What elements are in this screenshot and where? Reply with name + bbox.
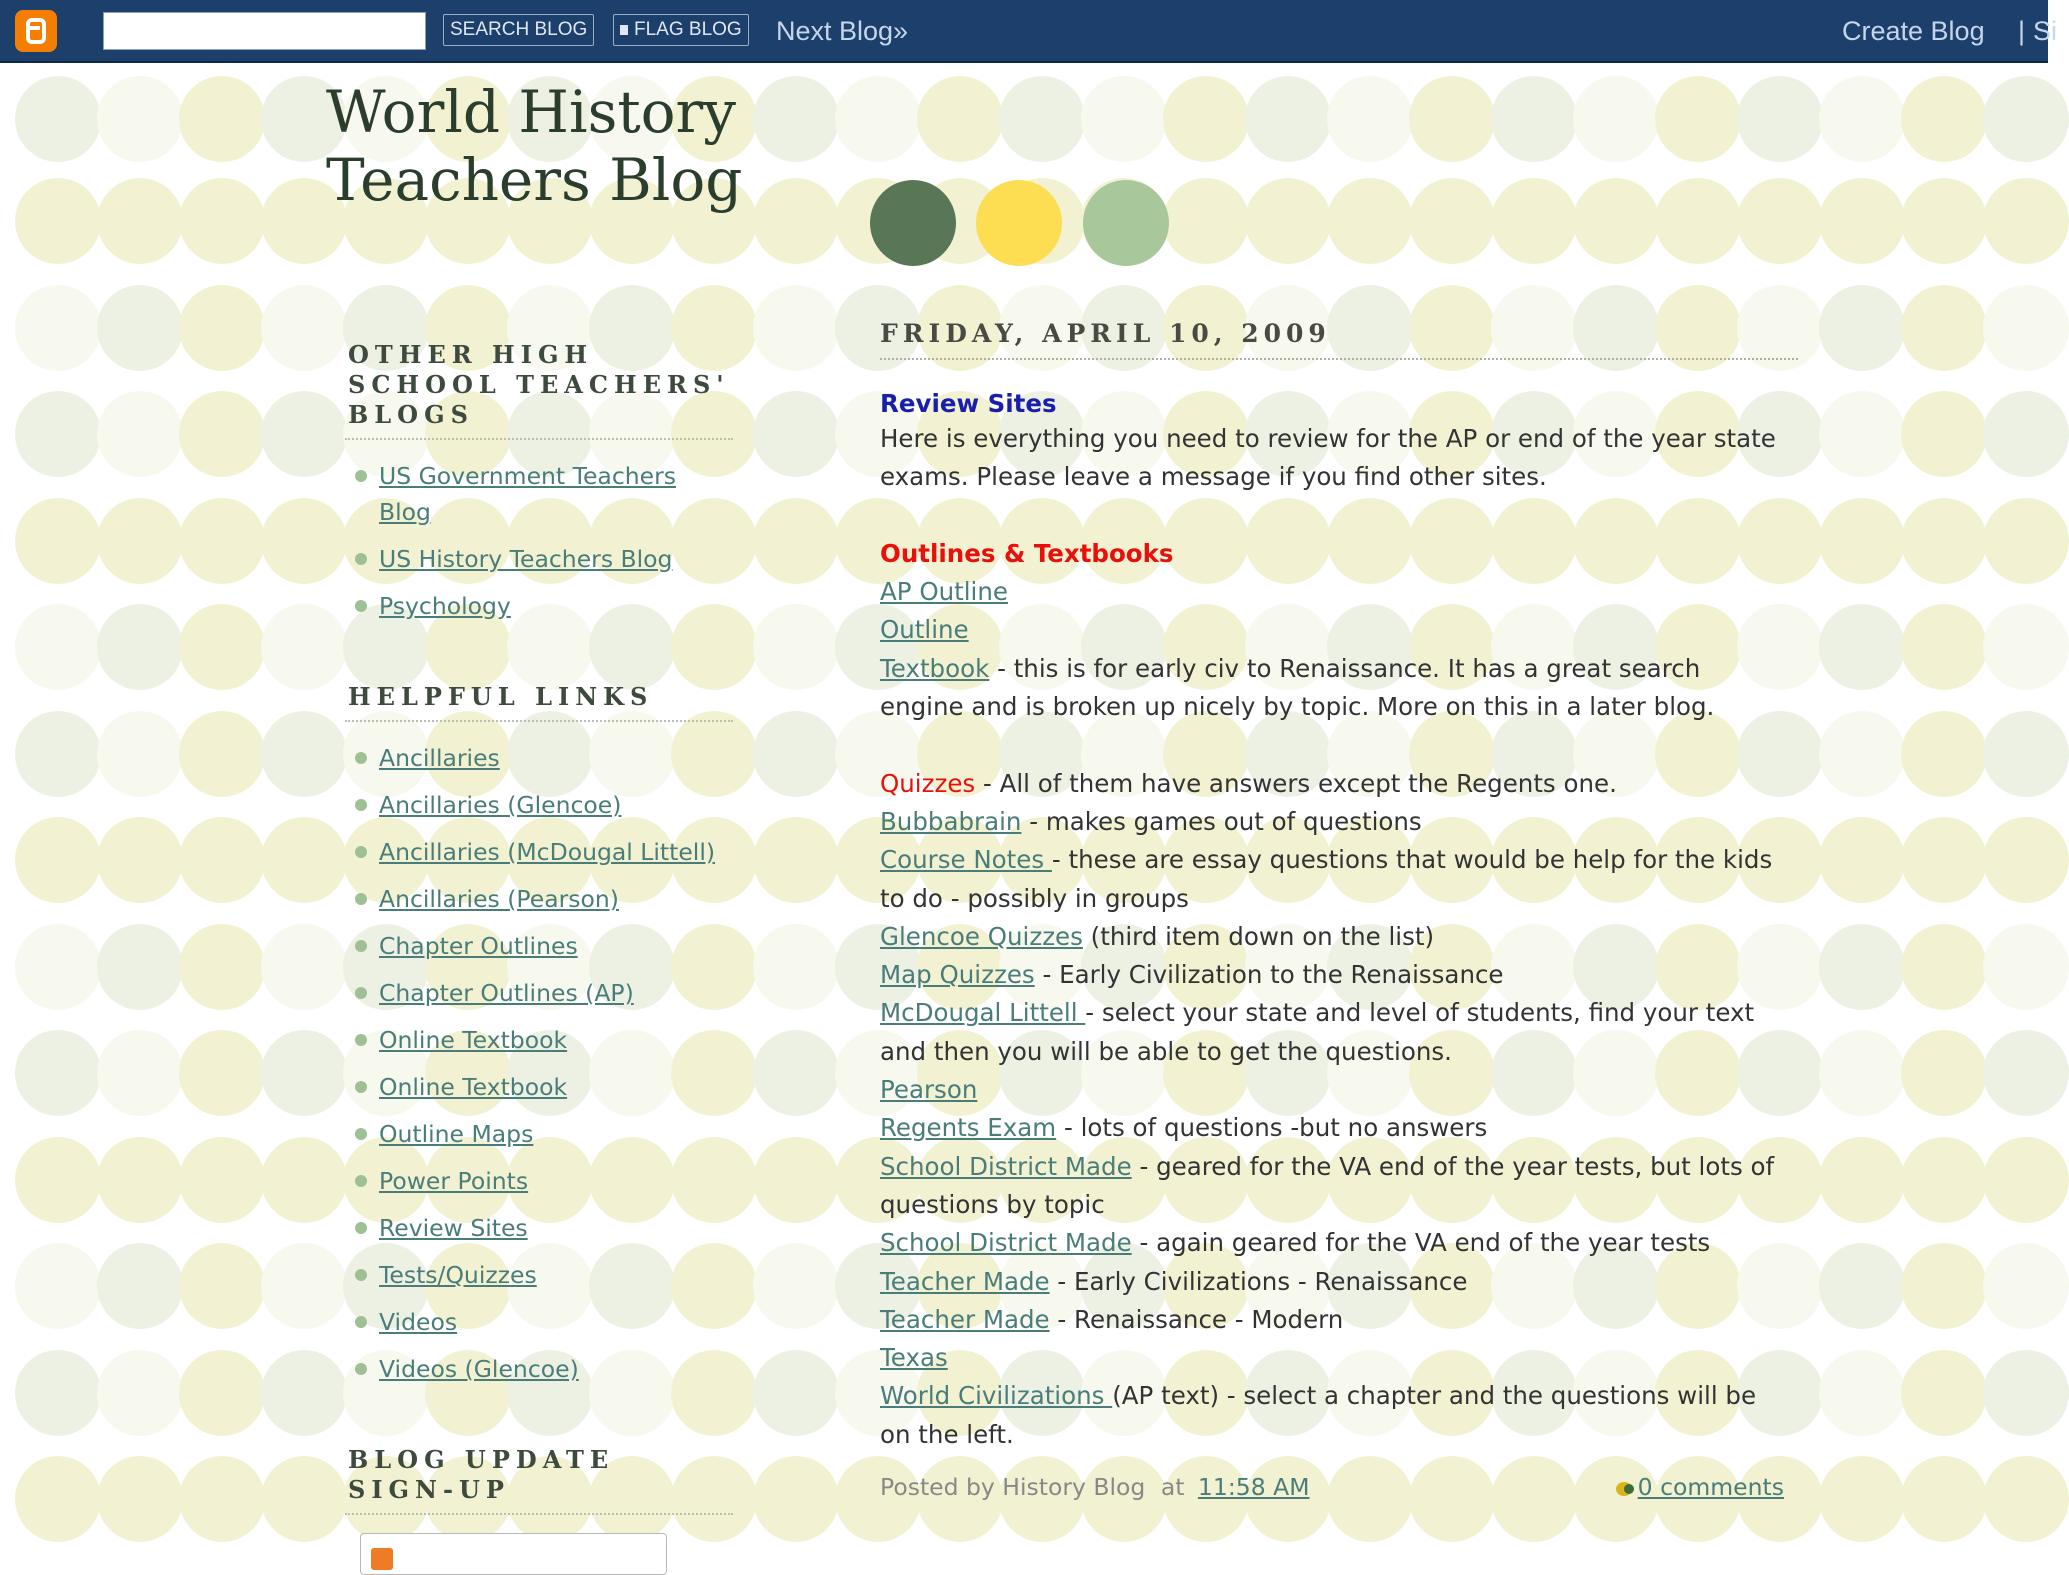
sidebar: [345, 340, 735, 1575]
bullet-icon: [355, 1222, 367, 1234]
background-dot: [15, 1030, 101, 1116]
background-dot: [97, 604, 183, 690]
background-dot: [1901, 1030, 1987, 1116]
background-dot: [1983, 285, 2069, 371]
background-dot: [179, 178, 265, 264]
background-dot: [179, 924, 265, 1010]
background-dot: [753, 285, 839, 371]
list-item: [345, 1022, 735, 1058]
bullet-icon: [355, 893, 367, 905]
sidebar-link-helpful[interactable]: Tests/Quizzes: [379, 1261, 537, 1289]
bullet-icon: [355, 1081, 367, 1093]
background-dot: [15, 391, 101, 477]
teacher-made-link-1[interactable]: Teacher Made: [880, 1266, 1050, 1296]
link-text: Blog: [379, 498, 431, 526]
background-dot: [15, 76, 101, 162]
glencoe-quizzes-link[interactable]: Glencoe Quizzes: [880, 921, 1083, 951]
background-dot: [1819, 498, 1905, 584]
background-dot: [1819, 604, 1905, 690]
background-dot: [179, 498, 265, 584]
link-text: US Government Teachers: [379, 462, 677, 490]
background-dot: [97, 285, 183, 371]
blogger-logo-icon[interactable]: [15, 10, 57, 52]
background-dot: [15, 1243, 101, 1329]
background-dot: [97, 1456, 183, 1542]
bullet-icon: [355, 846, 367, 858]
background-dot: [1983, 391, 2069, 477]
background-dot: [999, 76, 1085, 162]
background-dot: [261, 604, 347, 690]
background-dot: [179, 1243, 265, 1329]
link-description: - this is for early civ to Renaissance. It has a great search: [989, 653, 1701, 683]
background-dot: [261, 1350, 347, 1436]
background-dot: [15, 1137, 101, 1223]
background-dot: [1901, 817, 1987, 903]
sidebar-link-us-history[interactable]: US History Teachers Blog: [379, 545, 673, 573]
background-dot: [1983, 1030, 2069, 1116]
pearson-link[interactable]: Pearson: [880, 1075, 978, 1105]
blog-title-line-1: World History: [326, 78, 737, 146]
bullet-icon: [355, 752, 367, 764]
background-dot: [753, 1243, 839, 1329]
background-dot: [1901, 498, 1987, 584]
comments-link[interactable]: 0 comments: [1637, 1473, 1784, 1502]
bullet-icon: [355, 799, 367, 811]
list-item: [345, 541, 735, 577]
bullet-icon: [355, 940, 367, 952]
sidebar-link-psychology[interactable]: Psychology: [379, 592, 511, 620]
background-dot: [1245, 178, 1331, 264]
background-dot: [1409, 178, 1495, 264]
list-item: [345, 458, 735, 530]
background-dot: [753, 604, 839, 690]
background-dot: [97, 1243, 183, 1329]
background-dot: [97, 1030, 183, 1116]
link-description: - All of them have answers except the Regents one.: [975, 768, 1617, 798]
textbook-link[interactable]: Textbook: [880, 653, 990, 683]
sidebar-link-helpful[interactable]: Power Points: [379, 1167, 529, 1195]
background-dot: [1491, 178, 1577, 264]
background-dot: [1983, 1137, 2069, 1223]
background-dot: [1901, 178, 1987, 264]
list-item: [345, 1351, 735, 1387]
list-item: [345, 787, 735, 823]
background-dot: [753, 1030, 839, 1116]
quizzes-label: Quizzes: [880, 768, 976, 798]
background-dot: [1901, 924, 1987, 1010]
background-dot: [1819, 76, 1905, 162]
outlines-heading: Outlines & Textbooks: [880, 538, 1174, 568]
sign-in-link[interactable]: Si: [2033, 16, 2058, 46]
background-dot: [97, 924, 183, 1010]
background-dot: [1163, 76, 1249, 162]
background-dot: [1901, 711, 1987, 797]
background-dot: [261, 1030, 347, 1116]
bullet-icon: [355, 1128, 367, 1140]
link-description: - these are essay questions that would be help for the kids: [1051, 845, 1773, 875]
background-dot: [179, 1030, 265, 1116]
sidebar-heading: HELPFUL LINKS: [345, 682, 733, 722]
bullet-icon: [355, 987, 367, 999]
bullet-icon: [355, 1269, 367, 1281]
list-item: [345, 1163, 735, 1199]
sidebar-section-signup: [345, 1445, 735, 1575]
regents-exam-link[interactable]: Regents Exam: [880, 1113, 1057, 1143]
text-line: Here is everything you need to review for the AP or end of the year state: [880, 424, 1776, 453]
background-dot: [97, 817, 183, 903]
background-dot: [1901, 604, 1987, 690]
background-dot: [1819, 711, 1905, 797]
sidebar-heading: BLOG UPDATE SIGN-UP: [345, 1445, 733, 1515]
next-blog-link[interactable]: Next Blog»: [776, 16, 909, 46]
background-dot: [15, 178, 101, 264]
post-title[interactable]: Review Sites: [880, 389, 1057, 418]
sidebar-link-helpful[interactable]: Outline Maps: [379, 1120, 534, 1148]
sidebar-link-helpful[interactable]: Review Sites: [379, 1214, 528, 1242]
text-line: to do - possibly in groups: [880, 883, 1189, 913]
link-description: - geared for the VA end of the year tests, but lots of: [1131, 1151, 1775, 1181]
helpful-links-list: [345, 740, 735, 1387]
background-dot: [1819, 1030, 1905, 1116]
background-dot: [753, 711, 839, 797]
background-dot: [15, 1350, 101, 1436]
list-item: [345, 928, 735, 964]
heading-line: SCHOOL TEACHERS': [348, 370, 730, 399]
background-dot: [179, 1350, 265, 1436]
post-body: [880, 420, 1800, 1454]
list-item: [345, 881, 735, 917]
background-dot: [1737, 76, 1823, 162]
teacher-blogs-list: [345, 458, 735, 624]
text-line: on the left.: [880, 1419, 1014, 1449]
background-dot: [1983, 604, 2069, 690]
bubbabrain-link[interactable]: Bubbabrain: [880, 806, 1022, 836]
background-dot: [753, 1350, 839, 1436]
list-item: [345, 588, 735, 624]
link-description: - lots of questions -but no answers: [1056, 1113, 1488, 1143]
bullet-icon: [355, 1363, 367, 1375]
background-dot: [1819, 391, 1905, 477]
rss-icon: [371, 1548, 393, 1570]
sidebar-link-helpful[interactable]: Online Textbook: [379, 1026, 568, 1054]
bullet-icon: [355, 470, 367, 482]
background-dot: [15, 498, 101, 584]
link-description: - select your state and level of students, find your text: [1085, 998, 1755, 1028]
background-dot: [179, 391, 265, 477]
background-dot: [753, 1456, 839, 1542]
background-dot: [179, 604, 265, 690]
background-dot: [261, 1137, 347, 1223]
background-dot: [1983, 498, 2069, 584]
background-dot: [97, 1137, 183, 1223]
link-description: - makes games out of questions: [1021, 806, 1422, 836]
background-dot: [1983, 1456, 2069, 1542]
subscribe-feed-button[interactable]: [360, 1533, 667, 1575]
background-dot: [1491, 76, 1577, 162]
create-blog-link[interactable]: Create Blog: [1842, 16, 1985, 46]
background-dot: [179, 1456, 265, 1542]
link-description: - again geared for the VA end of the year tests: [1131, 1228, 1711, 1258]
sidebar-link-helpful[interactable]: Online Textbook: [379, 1073, 568, 1101]
header-dot-sage: [1083, 180, 1169, 266]
background-dot: [1901, 1137, 1987, 1223]
mcdougal-littell-link[interactable]: McDougal Littell: [880, 998, 1086, 1028]
background-dot: [1901, 391, 1987, 477]
ap-outline-link[interactable]: AP Outline: [880, 577, 1008, 607]
link-description: (AP text) - select a chapter and the questions will be: [1112, 1381, 1757, 1411]
list-item: [345, 1069, 735, 1105]
list-item: [345, 975, 735, 1011]
background-dot: [179, 711, 265, 797]
heading-line: OTHER HIGH: [348, 340, 594, 369]
sidebar-link-us-government[interactable]: [379, 462, 676, 526]
background-dot: [15, 285, 101, 371]
background-dot: [1901, 1243, 1987, 1329]
background-dot: [97, 1350, 183, 1436]
background-dot: [1901, 1456, 1987, 1542]
background-dot: [15, 711, 101, 797]
flag-blog-label: FLAG BLOG: [634, 19, 742, 40]
map-quizzes-link[interactable]: Map Quizzes: [880, 960, 1035, 990]
navbar-separator: |: [2018, 16, 2026, 46]
background-dot: [261, 498, 347, 584]
background-dot: [1983, 711, 2069, 797]
header-dot-green: [870, 180, 956, 266]
list-item: [345, 1257, 735, 1293]
header-dot-yellow: [976, 180, 1062, 266]
posted-at: at: [1160, 1473, 1185, 1502]
background-dot: [179, 76, 265, 162]
school-district-made-link-2[interactable]: School District Made: [880, 1228, 1132, 1258]
blog-title[interactable]: [326, 78, 886, 214]
background-dot: [1081, 76, 1167, 162]
background-dot: [753, 924, 839, 1010]
flag-blog-button[interactable]: [613, 14, 749, 46]
blogger-navbar: [0, 0, 2058, 63]
background-dot: [1573, 178, 1659, 264]
text-line: engine and is broken up nicely by topic. More on this in a later blog.: [880, 692, 1715, 722]
post-date: FRIDAY, APRIL 10, 2009: [880, 318, 1798, 360]
link-description: (third item down on the list): [1082, 921, 1435, 951]
texas-link[interactable]: Texas: [880, 1343, 948, 1373]
bullet-icon: [355, 1316, 367, 1328]
search-blog-button[interactable]: SEARCH BLOG: [443, 14, 594, 46]
blog-title-line-2: Teachers Blog: [326, 146, 743, 214]
background-dot: [1819, 178, 1905, 264]
background-dot: [1163, 178, 1249, 264]
flag-icon: [620, 25, 628, 35]
text-line: and then you will be able to get the questions.: [880, 1036, 1452, 1066]
list-item: [345, 740, 735, 776]
background-dot: [261, 1243, 347, 1329]
background-dot: [1819, 924, 1905, 1010]
sidebar-section-teacher-blogs: [345, 340, 735, 624]
background-dot: [261, 285, 347, 371]
background-dot: [917, 76, 1003, 162]
background-dot: [753, 1137, 839, 1223]
bullet-icon: [355, 553, 367, 565]
sidebar-link-helpful[interactable]: Ancillaries (Glencoe): [379, 791, 622, 819]
background-dot: [1901, 285, 1987, 371]
background-dot: [1819, 1243, 1905, 1329]
background-dot: [261, 924, 347, 1010]
background-dot: [179, 1137, 265, 1223]
post-footer: [880, 1469, 1800, 1505]
link-description: - Early Civilizations - Renaissance: [1049, 1266, 1468, 1296]
course-notes-link[interactable]: Course Notes: [880, 845, 1052, 875]
link-description: - Early Civilization to the Renaissance: [1034, 960, 1504, 990]
search-blog-input[interactable]: [103, 12, 426, 50]
sidebar-link-helpful[interactable]: Ancillaries: [379, 744, 500, 772]
background-dot: [1409, 76, 1495, 162]
background-dot: [1245, 76, 1331, 162]
world-civilizations-link[interactable]: World Civilizations: [880, 1381, 1113, 1411]
heading-line: BLOGS: [348, 400, 474, 429]
background-dot: [753, 391, 839, 477]
background-dot: [1655, 76, 1741, 162]
posted-by: Posted by History Blog: [880, 1473, 1146, 1502]
bullet-icon: [355, 600, 367, 612]
background-dot: [1819, 285, 1905, 371]
background-dot: [15, 1456, 101, 1542]
sidebar-heading: [345, 340, 733, 440]
main-content: [880, 318, 1800, 1505]
background-dot: [753, 498, 839, 584]
background-dot: [1327, 178, 1413, 264]
bullet-icon: [355, 1034, 367, 1046]
sidebar-link-helpful[interactable]: Videos: [379, 1308, 458, 1336]
background-dot: [1983, 1243, 2069, 1329]
bullet-icon: [355, 1175, 367, 1187]
background-dot: [261, 817, 347, 903]
list-item: [345, 1116, 735, 1152]
background-dot: [97, 178, 183, 264]
background-dot: [97, 498, 183, 584]
background-dot: [261, 1456, 347, 1542]
background-dot: [753, 817, 839, 903]
background-dot: [1819, 1456, 1905, 1542]
background-dot: [1983, 1350, 2069, 1436]
background-dot: [15, 604, 101, 690]
background-dot: [179, 817, 265, 903]
background-dot: [1901, 76, 1987, 162]
school-district-made-link-1[interactable]: School District Made: [880, 1151, 1132, 1181]
comment-icon: [1616, 1482, 1632, 1496]
background-dot: [1983, 817, 2069, 903]
background-dot: [15, 924, 101, 1010]
sidebar-link-helpful[interactable]: Chapter Outlines: [379, 932, 578, 960]
background-dot: [1655, 178, 1741, 264]
background-dot: [97, 76, 183, 162]
background-dot: [1573, 76, 1659, 162]
list-item: [345, 834, 735, 870]
sidebar-link-helpful[interactable]: Ancillaries (Pearson): [379, 885, 619, 913]
background-dot: [1983, 178, 2069, 264]
list-item: [345, 1210, 735, 1246]
background-dot: [1819, 1137, 1905, 1223]
sidebar-link-helpful[interactable]: Chapter Outlines (AP): [379, 979, 634, 1007]
sidebar-link-helpful[interactable]: Videos (Glencoe): [379, 1355, 579, 1383]
post-time-link[interactable]: 11:58 AM: [1197, 1473, 1310, 1502]
sidebar-link-helpful[interactable]: Ancillaries (McDougal Littell): [379, 838, 716, 866]
background-dot: [1983, 76, 2069, 162]
sidebar-section-helpful-links: [345, 682, 735, 1387]
link-description: - Renaissance - Modern: [1049, 1304, 1344, 1334]
background-dot: [1983, 924, 2069, 1010]
background-dot: [1327, 76, 1413, 162]
background-dot: [1819, 1350, 1905, 1436]
background-dot: [1901, 1350, 1987, 1436]
outline-link[interactable]: Outline: [880, 615, 969, 645]
text-line: exams. Please leave a message if you find other sites.: [880, 462, 1547, 492]
background-dot: [1737, 178, 1823, 264]
list-item: [345, 1304, 735, 1340]
background-dot: [97, 711, 183, 797]
text-line: questions by topic: [880, 1189, 1105, 1219]
background-dot: [97, 391, 183, 477]
background-dot: [1819, 817, 1905, 903]
background-dot: [261, 391, 347, 477]
teacher-made-link-2[interactable]: Teacher Made: [880, 1304, 1050, 1334]
background-dot: [261, 711, 347, 797]
background-dot: [15, 817, 101, 903]
background-dot: [179, 285, 265, 371]
